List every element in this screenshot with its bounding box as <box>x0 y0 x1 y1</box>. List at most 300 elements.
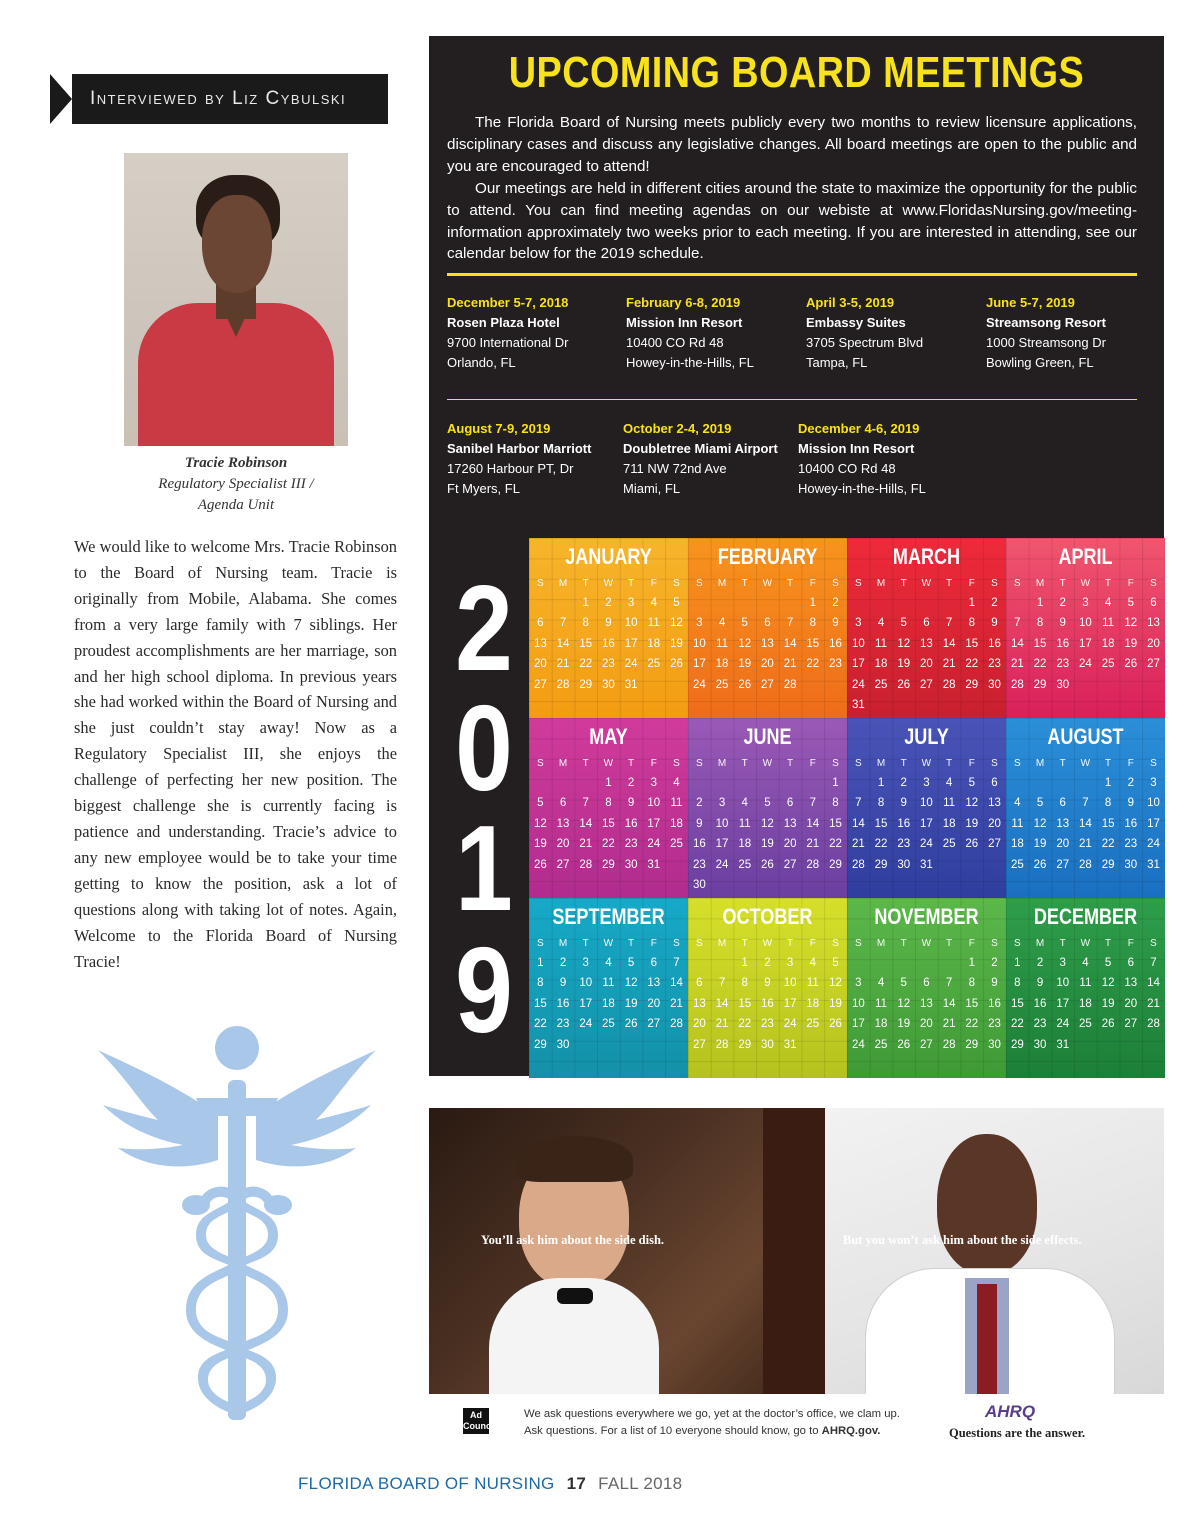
calendar-day: 27 <box>920 1038 933 1051</box>
year-digit: 1 <box>455 800 513 936</box>
calendar-day: 22 <box>738 1018 752 1031</box>
month-december <box>1006 898 1165 1078</box>
calendar-day: 8 <box>832 797 839 810</box>
calendar-day <box>801 1039 824 1051</box>
weekday-label: T <box>1105 938 1112 949</box>
calendar-day: 21 <box>579 838 593 851</box>
calendar-day: 21 <box>715 1018 729 1031</box>
calendar-day: 26 <box>1124 658 1138 671</box>
calendar-day: 5 <box>900 617 907 630</box>
calendar-day <box>756 879 779 891</box>
calendar-day: 16 <box>1124 817 1138 830</box>
calendar-day: 30 <box>1033 1038 1047 1051</box>
week-row <box>847 1039 1006 1051</box>
calendar-day: 7 <box>945 617 953 630</box>
calendar-day: 19 <box>624 997 638 1010</box>
weekday-label: M <box>558 938 568 949</box>
calendar-day <box>1097 1039 1120 1051</box>
calendar-day <box>574 777 597 789</box>
calendar-day <box>529 777 552 789</box>
calendar-day: 6 <box>696 977 703 990</box>
calendar-day: 16 <box>1056 637 1070 650</box>
calendar-day: 11 <box>943 797 956 810</box>
weekday-label: T <box>1059 758 1066 769</box>
meetings-intro-p2: Our meetings are held in different cities around the state to maximize the opportunity for the public to attend. You can find meeting agendas on our webiste at www.FloridasNursing.gov/meeting-information approximately two weeks prior to each meeting. If you are interested in attending, see our calendar below for the 2019 schedule. <box>447 179 1137 263</box>
calendar-day: 3 <box>582 957 589 969</box>
week-row <box>529 1039 688 1051</box>
calendar-day <box>870 699 893 711</box>
calendar-day <box>711 957 734 969</box>
calendar-day: 10 <box>692 637 706 650</box>
weekday-label: M <box>1035 938 1045 949</box>
month-name: APRIL <box>1058 544 1113 569</box>
calendar-day: 11 <box>738 817 751 830</box>
calendar-day: 25 <box>647 658 661 671</box>
weekday-label: W <box>762 758 773 769</box>
calendar-day: 4 <box>605 957 612 969</box>
calendar-day: 17 <box>624 637 638 650</box>
calendar-day: 31 <box>624 678 638 691</box>
weekday-label: T <box>946 758 953 769</box>
calendar-day: 1 <box>582 597 589 609</box>
weekday-label: S <box>696 758 703 769</box>
weekday-label: T <box>900 578 907 589</box>
article-body: We would like to welcome Mrs. Tracie Robinson to the Board of Nursing team. Tracie is originally from Mobile, Alabama. She comes from a very large family with 7 siblings. Her proudest accomplishments are her marriage, son and her high school diploma. In previous years she had worked within the Board of Nursing and she just couldn’t stay away! Now as a Regulatory Specialist III, she enjoys the challenge of perfecting her new position. The biggest challenge she is currently facing is patience and understanding. Tracie’s advice to any new employee would be to take your time getting to know the position, ask a lot of questions along with taking lot of notes. Again, Welcome to the Florida Board of Nursing Tracie! <box>74 537 397 971</box>
calendar-day: 20 <box>1124 997 1138 1010</box>
calendar-day: 8 <box>1104 797 1112 810</box>
week-row <box>1006 1039 1165 1051</box>
calendar-day: 14 <box>670 977 683 990</box>
calendar-day: 5 <box>627 957 635 969</box>
calendar-day: 25 <box>715 678 729 691</box>
month-november <box>847 898 1006 1078</box>
calendar-day: 4 <box>877 617 885 630</box>
calendar-day: 11 <box>806 977 819 990</box>
ad-link[interactable]: AHRQ.gov. <box>821 1425 881 1437</box>
calendar-day: 3 <box>650 777 657 789</box>
calendar-day: 23 <box>988 1018 1001 1031</box>
calendar-day: 28 <box>806 858 820 871</box>
calendar-day: 14 <box>806 817 820 830</box>
calendar-day: 18 <box>874 1018 888 1031</box>
calendar-day: 24 <box>647 838 661 851</box>
calendar-day: 31 <box>1056 1038 1070 1051</box>
calendar-day <box>665 679 688 691</box>
calendar-day <box>665 859 688 871</box>
calendar-day: 19 <box>738 658 752 671</box>
calendar-day: 7 <box>1082 797 1089 810</box>
calendar-day <box>688 597 711 609</box>
ad-photo-divider <box>763 1108 825 1394</box>
calendar-day: 7 <box>582 797 589 810</box>
weekday-label: M <box>717 758 727 769</box>
page-footer <box>298 1474 682 1494</box>
calendar-day <box>733 597 756 609</box>
calendar-day: 14 <box>579 817 593 830</box>
meetings-row-divider <box>447 399 1137 400</box>
ahrq-tagline: Questions are the answer. <box>949 1426 1086 1440</box>
meetings-title: UPCOMING BOARD MEETINGS <box>508 48 1085 97</box>
calendar-day: 8 <box>741 977 748 990</box>
calendar-day: 14 <box>783 637 797 650</box>
calendar-day: 9 <box>1127 797 1134 810</box>
weekday-label: M <box>558 758 568 769</box>
weekday-header <box>688 758 847 769</box>
calendar-day <box>574 1039 597 1051</box>
calendar-day: 30 <box>624 858 638 871</box>
calendar-day: 27 <box>533 678 547 691</box>
calendar-day: 13 <box>920 637 933 650</box>
meeting-entry <box>806 293 923 373</box>
weekday-header <box>847 938 1006 949</box>
ad-message-line2 <box>524 1423 944 1440</box>
meeting-city: Ft Myers, FL <box>447 481 520 496</box>
meeting-address: 1000 Streamsong Dr <box>986 335 1106 350</box>
calendar-day: 27 <box>761 678 774 691</box>
calendar-day: 1 <box>741 957 748 969</box>
week-row <box>1006 1018 1165 1030</box>
week-row <box>847 998 1006 1010</box>
calendar-day <box>915 597 938 609</box>
calendar-day <box>665 1039 688 1051</box>
meeting-date: October 2-4, 2019 <box>623 421 732 436</box>
calendar-day: 16 <box>692 838 706 851</box>
calendar-day: 5 <box>1036 797 1044 810</box>
calendar-day: 6 <box>786 797 794 810</box>
calendar-day: 11 <box>1102 617 1115 630</box>
profile-photo <box>124 153 348 446</box>
calendar-day: 19 <box>1033 838 1047 851</box>
calendar-day: 22 <box>1010 1018 1024 1031</box>
week-row <box>847 597 1006 609</box>
calendar-day: 9 <box>1059 617 1066 630</box>
calendar-day: 30 <box>1056 678 1070 691</box>
calendar-day: 2 <box>1059 597 1066 609</box>
calendar-day <box>711 777 734 789</box>
calendar-day: 27 <box>1124 1018 1138 1031</box>
weekday-label: S <box>832 758 839 769</box>
calendar-day: 26 <box>670 658 683 671</box>
calendar-day: 3 <box>696 617 703 630</box>
month-july <box>847 718 1006 898</box>
calendar-day <box>983 699 1006 711</box>
calendar-day: 11 <box>1011 817 1024 830</box>
calendar-day: 27 <box>556 858 570 871</box>
calendar-day: 15 <box>1033 637 1047 650</box>
month-april <box>1006 538 1165 718</box>
week-row <box>847 818 1006 830</box>
calendar-day: 7 <box>1014 617 1021 630</box>
board-meetings-panel <box>429 36 1164 538</box>
weekday-label: M <box>1035 578 1045 589</box>
calendar-day: 24 <box>851 1038 865 1051</box>
calendar-day: 9 <box>991 977 998 990</box>
calendar-day: 28 <box>715 1038 729 1051</box>
calendar-day: 19 <box>1124 637 1138 650</box>
weekday-label: S <box>696 938 703 949</box>
calendar-day: 15 <box>829 817 842 830</box>
calendar-day: 3 <box>855 977 862 990</box>
weekday-label: F <box>968 938 975 949</box>
calendar-day: 10 <box>579 977 593 990</box>
weekday-label: W <box>762 938 773 949</box>
calendar-day: 8 <box>537 977 544 990</box>
calendar-day: 20 <box>556 838 570 851</box>
calendar-day: 6 <box>764 617 771 630</box>
ad-message <box>524 1406 944 1440</box>
calendar-day: 28 <box>851 858 865 871</box>
calendar-day <box>620 1039 643 1051</box>
calendar-day: 22 <box>874 838 888 851</box>
calendar-day <box>892 597 915 609</box>
month-february <box>688 538 847 718</box>
calendar-day <box>824 879 847 891</box>
calendar-day: 7 <box>559 617 567 630</box>
calendar-day: 5 <box>741 617 748 630</box>
weekday-label: T <box>1105 758 1112 769</box>
week-row <box>529 597 688 609</box>
calendar-day: 27 <box>920 678 933 691</box>
calendar-day: 12 <box>670 617 683 630</box>
calendar-day: 23 <box>1124 838 1138 851</box>
week-row <box>688 658 847 670</box>
calendar-day: 9 <box>832 617 839 630</box>
calendar-day <box>779 879 802 891</box>
calendar-day: 26 <box>897 1038 911 1051</box>
calendar-day: 1 <box>1036 597 1044 609</box>
calendar-day: 20 <box>988 817 1001 830</box>
ad-photo-doctor <box>825 1108 1164 1394</box>
calendar-day: 15 <box>1101 817 1115 830</box>
week-row <box>688 597 847 609</box>
calendar-day: 7 <box>1150 957 1157 969</box>
calendar-day: 3 <box>627 597 635 609</box>
week-row <box>688 1018 847 1030</box>
week-row <box>529 679 688 691</box>
weekday-label: T <box>628 578 635 589</box>
calendar-day <box>642 679 665 691</box>
calendar-day: 21 <box>942 658 956 671</box>
calendar-day: 20 <box>692 1018 706 1031</box>
calendar-day: 6 <box>650 957 657 969</box>
calendar-day: 16 <box>1033 997 1047 1010</box>
calendar-day: 1 <box>832 777 839 789</box>
calendar-day: 1 <box>605 777 612 789</box>
week-row <box>1006 818 1165 830</box>
weekday-label: S <box>832 578 839 589</box>
calendar-day: 30 <box>602 678 615 691</box>
ad-message-line1: We ask questions everywhere we go, yet at the doctor’s office, we clam up. <box>524 1408 900 1420</box>
calendar-day: 12 <box>897 637 911 650</box>
calendar-day <box>870 957 893 969</box>
calendar-day: 3 <box>786 957 794 969</box>
year-digit: 9 <box>455 922 513 1058</box>
calendar-day: 4 <box>1014 797 1021 810</box>
weekday-label: M <box>558 578 568 589</box>
calendar-day: 22 <box>1033 658 1047 671</box>
calendar-day: 16 <box>988 637 1001 650</box>
weekday-label: S <box>1150 578 1157 589</box>
calendar-day: 8 <box>877 797 885 810</box>
calendar-day: 23 <box>556 1018 570 1031</box>
calendar-day: 14 <box>556 637 570 650</box>
calendar-day: 13 <box>988 797 1001 810</box>
meeting-venue: Mission Inn Resort <box>798 441 915 456</box>
calendar-day: 8 <box>968 617 975 630</box>
calendar-day: 9 <box>559 977 567 990</box>
calendar-day: 20 <box>920 658 933 671</box>
calendar-day <box>1051 777 1074 789</box>
calendar-day: 26 <box>1033 858 1047 871</box>
weekday-label: S <box>537 938 544 949</box>
calendar-day: 22 <box>1101 838 1115 851</box>
calendar-day: 4 <box>673 777 680 789</box>
calendar-day: 23 <box>988 658 1001 671</box>
calendar-day: 29 <box>965 678 979 691</box>
calendar-day <box>756 777 779 789</box>
meetings-intro <box>447 112 1137 265</box>
month-june <box>688 718 847 898</box>
calendar-day: 15 <box>806 637 820 650</box>
calendar-day: 31 <box>920 858 933 871</box>
calendar-day: 23 <box>692 858 706 871</box>
calendar-day: 5 <box>673 597 680 609</box>
weekday-label: T <box>787 758 794 769</box>
calendar-day: 17 <box>783 997 797 1010</box>
meeting-date: August 7-9, 2019 <box>447 421 551 436</box>
calendar-day <box>552 597 575 609</box>
weekday-label: W <box>1080 578 1091 589</box>
year-digit: 0 <box>455 680 513 816</box>
calendar-day: 14 <box>1079 817 1092 830</box>
calendar-day: 9 <box>627 797 635 810</box>
calendar-day: 26 <box>533 858 547 871</box>
calendar-day: 18 <box>738 838 752 851</box>
calendar-day: 25 <box>1101 658 1115 671</box>
weekday-label: S <box>855 938 862 949</box>
meeting-entry <box>798 419 926 499</box>
calendar-day: 6 <box>923 977 930 990</box>
calendar-day <box>552 777 575 789</box>
caduceus-icon <box>78 1020 396 1440</box>
calendar-day: 15 <box>579 637 593 650</box>
calendar-day: 19 <box>829 997 842 1010</box>
month-january <box>529 538 688 718</box>
week-row <box>688 638 847 650</box>
calendar-day: 25 <box>874 678 888 691</box>
calendar-day: 10 <box>624 617 638 630</box>
weekday-label: S <box>855 758 862 769</box>
calendar-day: 23 <box>1033 1018 1047 1031</box>
photo-caption <box>74 453 398 516</box>
month-august <box>1006 718 1165 898</box>
month-name: AUGUST <box>1047 724 1124 749</box>
calendar-day: 11 <box>670 797 683 810</box>
weekday-label: S <box>537 578 544 589</box>
calendar-day: 25 <box>942 838 956 851</box>
ad-message-line2-prefix: Ask questions. For a list of 10 everyone should know, go to <box>524 1425 822 1437</box>
week-row <box>529 1018 688 1030</box>
calendar-day: 6 <box>537 617 544 630</box>
calendar-day <box>938 699 961 711</box>
calendar-day: 5 <box>832 957 839 969</box>
calendar-day: 7 <box>945 977 953 990</box>
meeting-entry <box>626 293 754 373</box>
calendar-day: 2 <box>900 777 907 789</box>
calendar-day: 2 <box>1036 957 1044 969</box>
ad-caption-left: You’ll ask him about the side dish. <box>481 1233 665 1247</box>
calendar-day: 4 <box>718 617 726 630</box>
calendar-day <box>642 1039 665 1051</box>
calendar-day: 4 <box>809 957 816 969</box>
week-row <box>847 638 1006 650</box>
calendar-day: 9 <box>696 817 703 830</box>
calendar-day: 15 <box>738 997 752 1010</box>
meeting-address: 17260 Harbour PT, Dr <box>447 461 574 476</box>
calendar-day: 27 <box>1147 658 1160 671</box>
week-row <box>847 797 1006 809</box>
calendar-day: 6 <box>991 777 998 789</box>
calendar-day: 2 <box>764 957 771 969</box>
calendar-day: 21 <box>942 1018 956 1031</box>
calendar-day: 11 <box>647 617 660 630</box>
calendar-day: 29 <box>965 1038 979 1051</box>
week-row <box>529 998 688 1010</box>
calendar-day <box>1074 1039 1097 1051</box>
calendar-2019 <box>429 538 1164 1076</box>
calendar-day: 6 <box>559 797 567 810</box>
weekday-label: T <box>741 758 748 769</box>
meeting-address: 3705 Spectrum Blvd <box>806 335 924 350</box>
calendar-day: 25 <box>874 1038 888 1051</box>
calendar-day: 23 <box>897 838 911 851</box>
weekday-label: F <box>809 578 816 589</box>
calendar-day <box>733 879 756 891</box>
meeting-date: June 5-7, 2019 <box>986 295 1075 310</box>
month-name: MARCH <box>892 544 961 569</box>
calendar-day: 25 <box>806 1018 820 1031</box>
calendar-day: 13 <box>783 817 797 830</box>
calendar-day <box>1029 777 1052 789</box>
calendar-day: 24 <box>851 678 865 691</box>
week-row <box>847 1018 1006 1030</box>
week-row <box>688 838 847 850</box>
calendar-day: 30 <box>761 1038 774 1051</box>
calendar-day: 21 <box>851 838 865 851</box>
calendar-day: 28 <box>579 858 593 871</box>
calendar-day: 5 <box>1127 597 1134 609</box>
month-october <box>688 898 847 1078</box>
calendar-day: 29 <box>874 858 888 871</box>
calendar-day: 20 <box>1147 637 1160 650</box>
week-row <box>847 617 1006 629</box>
calendar-day: 14 <box>942 997 956 1010</box>
calendar-day <box>847 597 870 609</box>
calendar-day <box>960 859 983 871</box>
calendar-day: 1 <box>968 957 975 969</box>
calendar-day: 25 <box>1079 1018 1092 1031</box>
month-march <box>847 538 1006 718</box>
calendar-day: 3 <box>1082 597 1089 609</box>
week-row <box>688 859 847 871</box>
calendar-day: 2 <box>696 797 703 810</box>
calendar-day: 8 <box>968 977 975 990</box>
ad-caption-right: But you won’t ask him about the side effects. <box>843 1233 1082 1247</box>
calendar-day: 19 <box>533 838 547 851</box>
calendar-day: 13 <box>647 977 661 990</box>
calendar-day: 26 <box>761 858 774 871</box>
month-may <box>529 718 688 898</box>
